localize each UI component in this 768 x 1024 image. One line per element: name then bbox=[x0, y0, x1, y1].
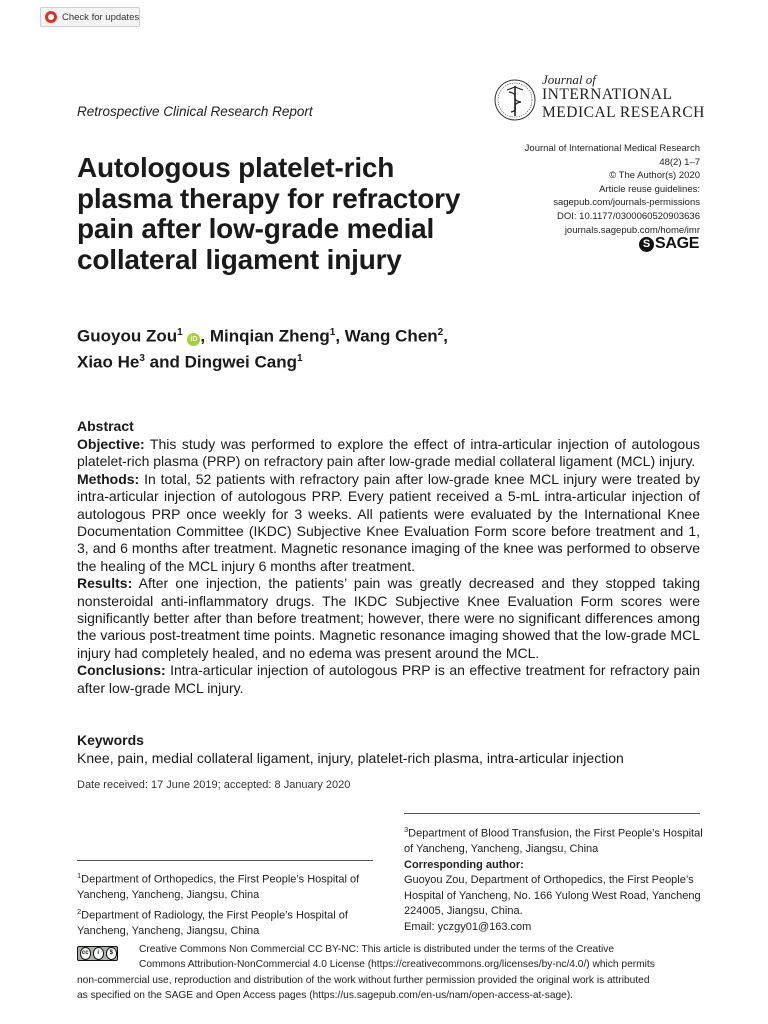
meta-journal: Journal of International Medical Research bbox=[524, 143, 700, 154]
affiliation-sup: 3 bbox=[404, 825, 409, 834]
affiliation-text: Department of Orthopedics, the First People’s Hospital of Yancheng, Yancheng, Jiangsu, China bbox=[77, 873, 360, 902]
meta-doi[interactable]: DOI: 10.1177/0300060520903636 bbox=[557, 210, 700, 222]
keywords-heading: Keywords bbox=[77, 732, 144, 748]
sage-logo-text: SAGE bbox=[655, 235, 700, 252]
conclusions-label: Conclusions: bbox=[77, 662, 166, 679]
abstract-body bbox=[77, 436, 700, 697]
date-received: Date received: 17 June 2019; accepted: 8 January 2020 bbox=[77, 779, 351, 791]
results-label: Results: bbox=[77, 575, 133, 592]
license-line: Creative Commons Non Commercial CC BY-NC: This article is distributed under the terms of the Creative bbox=[139, 944, 615, 955]
author-name[interactable]: Xiao He bbox=[77, 352, 140, 372]
nc-icon: $ bbox=[106, 947, 118, 960]
affiliation-text: Department of Radiology, the First People’s Hospital of Yancheng, Yancheng, Jiangsu, China bbox=[77, 909, 348, 937]
abstract-heading: Abstract bbox=[77, 418, 134, 434]
abstract-methods bbox=[77, 471, 700, 575]
corresponding-author-address: Guoyou Zou, Department of Orthopedics, the First People’s Hospital of Yancheng, No. 166 Yulong West Road, Yancheng 224005, Jiangsu, China. bbox=[404, 874, 701, 918]
article-meta bbox=[525, 142, 700, 237]
license-line[interactable]: Commons Attribution-NonCommercial 4.0 License (https://creativecommons.org/licenses/by-nc/4.0/) which permits bbox=[139, 959, 655, 971]
divider bbox=[404, 813, 700, 814]
affiliation-left-column bbox=[77, 868, 382, 939]
author-name[interactable]: Wang Chen bbox=[344, 326, 438, 346]
keywords-text: Knee, pain, medial collateral ligament, injury, platelet-rich plasma, intra-articular injection bbox=[77, 750, 624, 766]
author-list: Guoyou Zou$^1$ iD , Minqian Zheng$^1$, Wang Chen$^2$, Xiao He$^3$ and Dingwei Cang$^1$ bbox=[77, 326, 448, 372]
objective-label: Objective: bbox=[77, 436, 145, 452]
cc-icon: cc bbox=[80, 947, 92, 960]
meta-reuse: Article reuse guidelines: bbox=[599, 183, 700, 195]
methods-label: Methods: bbox=[77, 470, 140, 487]
affiliation-1 bbox=[77, 868, 382, 904]
by-icon: i bbox=[93, 947, 105, 960]
sage-s-icon: S bbox=[639, 237, 654, 252]
meta-copyright: © The Author(s) 2020 bbox=[609, 170, 700, 182]
check-for-updates-label: Check for updates bbox=[62, 11, 140, 23]
abstract-results bbox=[77, 575, 700, 662]
orcid-icon[interactable]: iD bbox=[187, 333, 200, 346]
affiliation-sup: 1 bbox=[77, 871, 82, 880]
journal-logo-line1: Journal of bbox=[542, 72, 596, 87]
author-name[interactable]: Dingwei Cang bbox=[184, 352, 297, 372]
abstract-objective bbox=[77, 436, 700, 471]
author-affiliation-sup: 3 bbox=[139, 352, 145, 364]
affiliation-sup: 2 bbox=[77, 906, 82, 916]
author-name[interactable]: Guoyou Zou bbox=[77, 326, 178, 346]
author-affiliation-sup: 1 bbox=[329, 327, 336, 338]
author-affiliation-sup: 1 bbox=[177, 327, 183, 338]
license-text bbox=[77, 942, 701, 1004]
meta-home-link[interactable]: journals.sagepub.com/home/imr bbox=[564, 224, 700, 236]
corresponding-author-email[interactable]: Email: yczgy01@163.com bbox=[404, 920, 532, 933]
affiliation-text: Department of Blood Transfusion, the First People’s Hospital of Yancheng, Yancheng, Jiangsu, China bbox=[404, 827, 703, 856]
results-text: After one injection, the patients’ pain was greatly decreased and they stopped taking nonsteroidal anti-inflammatory drugs. The IKDC Subjective Knee Evaluation Form scores were significantly better after than before treatment; however, there were no significant differences among the various post-treatment time points. Magnetic resonance imaging showed that the low-grade MCL injury had completely healed, and no edema was present around the MCL. bbox=[77, 575, 700, 661]
sage-logo bbox=[639, 236, 703, 254]
author-name[interactable]: Minqian Zheng bbox=[209, 326, 330, 346]
check-for-updates-button[interactable] bbox=[40, 7, 140, 27]
affiliation-right-column bbox=[404, 822, 704, 935]
journal-emblem-icon bbox=[493, 78, 537, 122]
corresponding-author-heading: Corresponding author: bbox=[404, 858, 524, 871]
crossmark-icon bbox=[45, 11, 57, 23]
affiliation-3 bbox=[404, 822, 704, 858]
author-affiliation-sup: 2 bbox=[437, 327, 444, 338]
meta-reuse-link[interactable]: sagepub.com/journals-permissions bbox=[553, 197, 700, 209]
meta-volume: 48(2) 1–7 bbox=[659, 156, 700, 168]
divider bbox=[77, 860, 373, 861]
abstract-conclusions bbox=[77, 662, 700, 697]
article-title: Autologous platelet-rich plasma therapy for refractory pain after low-grade medial collateral ligament injury bbox=[77, 152, 461, 275]
journal-logo-line2: INTERNATIONAL bbox=[542, 86, 673, 103]
conclusions-text: Intra-articular injection of autologous PRP is an effective treatment for refractory pain after low-grade MCL injury. bbox=[77, 662, 701, 696]
license-line[interactable]: as specified on the SAGE and Open Access pages (https://us.sagepub.com/en-us/nam/open-access-at-sage). bbox=[77, 990, 574, 1002]
report-type: Retrospective Clinical Research Report bbox=[77, 104, 313, 119]
methods-text: In total, 52 patients with refractory pain after low-grade knee MCL injury were treated by intra-articular injection of autologous PRP. Every patient received a 5-mL intra-articular injection of autologous PRP once weekly for 3 weeks. All patients were evaluated by the International Knee Documentation Committee (IKDC) Subjective Knee Evaluation Form score before treatment and 1, 3, and 6 months after treatment. Magnetic resonance imaging of the knee was performed to observe the healing of the MCL injury 6 months after treatment. bbox=[77, 470, 700, 574]
author-affiliation-sup: 1 bbox=[297, 352, 303, 364]
affiliation-2 bbox=[77, 904, 382, 940]
license-line: non-commercial use, reproduction and distribution of the work without further permission provided the original work is attributed bbox=[77, 974, 650, 986]
objective-text: This study was performed to explore the effect of intra-articular injection of autologous platelet-rich plasma (PRP) on refractory pain after low-grade medial collateral ligament (MCL) injury. bbox=[77, 436, 700, 470]
journal-logo-line3: MEDICAL RESEARCH bbox=[542, 104, 705, 121]
